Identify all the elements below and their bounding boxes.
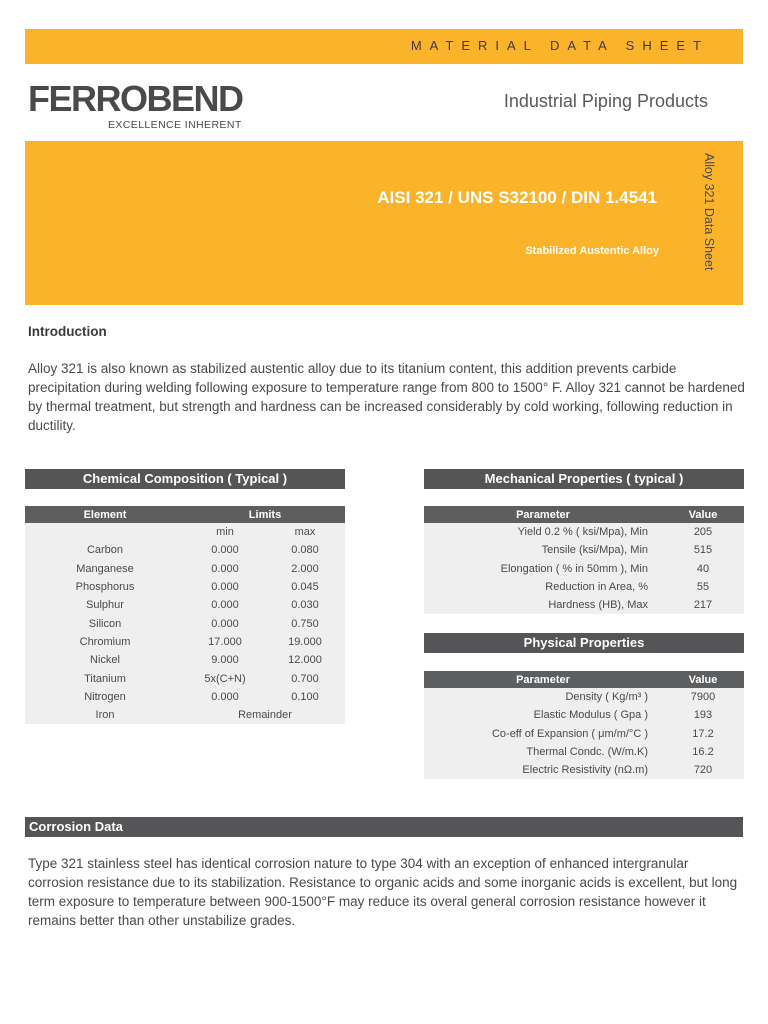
mechanical-table [424, 506, 744, 614]
table-row: Nickel 9.000 12.000 [25, 651, 345, 669]
table-row: Elongation ( % in 50mm ), Min 40 [424, 560, 744, 578]
table-row: Hardness (HB), Max 217 [424, 596, 744, 614]
sub-max: max [265, 523, 345, 541]
col-limits: Limits [185, 506, 345, 523]
table-row: Chromium 17.000 19.000 [25, 633, 345, 651]
banner-title: AISI 321 / UNS S32100 / DIN 1.4541 [377, 188, 657, 207]
table-row: Phosphorus 0.000 0.045 [25, 578, 345, 596]
introduction-text: Alloy 321 is also known as stabilized austentic alloy due to its titanium content, this addition prevents carbide precipitation during welding following exposure to temperature range from 800 to 1500° F. Alloy 321 cannot be hardened by thermal treatment, but strength and hardness can be increased considerably by cold working, following reduction in ductility. [28, 361, 745, 433]
table-row: Iron Remainder [25, 706, 345, 724]
logo-wordmark: FERROBEND [28, 78, 243, 119]
col-value: Value [662, 506, 744, 523]
sub-min: min [185, 523, 265, 541]
table-row: Thermal Condc. (W/m.K) 16.2 [424, 743, 744, 761]
table-row: Yield 0.2 % ( ksi/Mpa), Min 205 [424, 523, 744, 541]
table-row: Density ( Kg/m³ ) 7900 [424, 688, 744, 706]
table-row: Electric Resistivity (nΩ.m) 720 [424, 761, 744, 779]
chemical-table [25, 506, 345, 724]
table-row: Elastic Modulus ( Gpa ) 193 [424, 706, 744, 724]
introduction-heading: Introduction [28, 324, 107, 339]
ferrobend-logo [28, 80, 268, 132]
col-parameter: Parameter [424, 506, 662, 523]
table-row: Reduction in Area, % 55 [424, 578, 744, 596]
sheet-title: MATERIAL DATA SHEET [410, 38, 709, 53]
table-row: Silicon 0.000 0.750 [25, 614, 345, 632]
table-row: Sulphur 0.000 0.030 [25, 596, 345, 614]
table-row: Tensile (ksi/Mpa), Min 515 [424, 541, 744, 559]
table-row: Nitrogen 0.000 0.100 [25, 688, 345, 706]
side-label: Alloy 321 Data Sheet [702, 153, 716, 271]
table-row: Co-eff of Expansion ( μm/m/°C ) 17.2 [424, 725, 744, 743]
header-bar [25, 29, 743, 64]
col-element: Element [25, 506, 185, 523]
logo-tagline: EXCELLENCE INHERENT [108, 119, 242, 131]
banner-subtitle: Stabilized Austentic Alloy [525, 245, 659, 257]
physical-heading: Physical Properties [424, 633, 744, 653]
table-row: Carbon 0.000 0.080 [25, 541, 345, 559]
col-parameter: Parameter [424, 671, 662, 688]
table-row: Titanium 5x(C+N) 0.700 [25, 669, 345, 687]
mechanical-heading: Mechanical Properties ( typical ) [424, 469, 744, 489]
corrosion-heading: Corrosion Data [25, 817, 743, 837]
title-banner [25, 141, 743, 305]
col-value: Value [662, 671, 744, 688]
table-row: Manganese 0.000 2.000 [25, 560, 345, 578]
page-subtitle: Industrial Piping Products [503, 91, 708, 111]
chemical-heading: Chemical Composition ( Typical ) [25, 469, 345, 489]
corrosion-text: Type 321 stainless steel has identical corrosion nature to type 304 with an exception of enhanced intergranular corrosion resistance due to its stabilization. Resistance to organic acids and some inorganic acids is excellent, but long term exposure to temperature between 900-1500°F may reduce its overal general corrosion resistance however it remains better than other unstabilize grades. [28, 856, 738, 928]
physical-table [424, 671, 744, 779]
